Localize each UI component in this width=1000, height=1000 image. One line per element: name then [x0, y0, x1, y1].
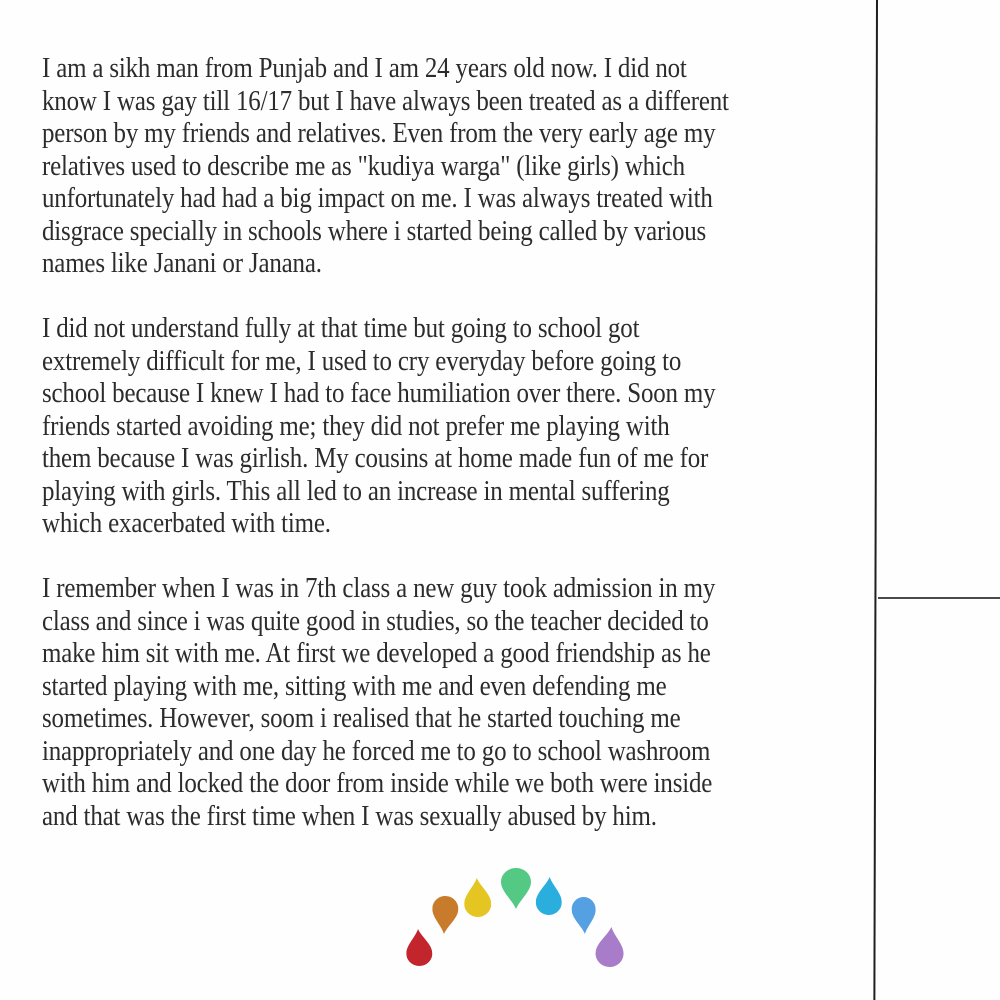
text-line: know I was gay till 16/17 but I have always been treated as a different — [42, 84, 729, 117]
text-line: I remember when I was in 7th class a new guy took admission in my — [42, 572, 716, 604]
red-drop-icon — [405, 928, 433, 966]
text-line: relatives used to describe me as "kudiya warga" (like girls) which — [42, 149, 685, 182]
story-text — [42, 52, 868, 865]
purple-drop-icon — [595, 926, 626, 968]
text-line: school because I knew I had to face humiliation over there. Soon my — [42, 377, 716, 409]
green-drop-icon — [501, 868, 531, 909]
text-line: inappropriately and one day he forced me to go to school washroom — [42, 734, 711, 767]
text-line: playing with girls. This all led to an increase in mental suffering — [42, 474, 670, 507]
page-edge-vertical-line — [873, 0, 878, 1000]
paragraph-1 — [42, 52, 868, 280]
text-line: I did not understand fully at that time but going to school got — [42, 312, 640, 344]
text-line: sometimes. However, soom i realised that he started touching me — [42, 702, 681, 734]
cyan-drop-icon — [535, 877, 562, 916]
text-line: unfortunately had had a big impact on me. I was always treated with — [42, 182, 713, 214]
orange-drop-icon — [431, 895, 459, 934]
blue-drop-icon — [571, 896, 597, 934]
text-line: started playing with me, sitting with me and even defending me — [42, 669, 667, 702]
text-line: friends started avoiding me; they did not prefer me playing with — [42, 409, 670, 442]
paragraph-2 — [42, 312, 868, 540]
text-line: disgrace specially in schools where i started being called by various — [42, 214, 707, 247]
text-line: class and since i was quite good in studies, so the teacher decided to — [42, 604, 709, 637]
text-line: with him and locked the door from inside while we both were inside — [42, 767, 713, 799]
text-line: make him sit with me. At first we developed a good friendship as he — [42, 637, 711, 669]
text-line: and that was the first time when I was sexually abused by him. — [42, 799, 657, 832]
text-line: which exacerbated with time. — [42, 507, 331, 539]
text-line: person by my friends and relatives. Even from the very early age my — [42, 117, 716, 149]
paragraph-3 — [42, 572, 868, 832]
text-line: them because I was girlish. My cousins at home made fun of me for — [42, 442, 709, 474]
page-edge-horizontal-line — [878, 597, 1000, 599]
text-line: extremely difficult for me, I used to cry everyday before going to — [42, 344, 682, 377]
text-line: names like Janani or Janana. — [42, 247, 322, 279]
text-line: I am a sikh man from Punjab and I am 24 years old now. I did not — [42, 52, 687, 84]
yellow-drop-icon — [463, 878, 491, 918]
